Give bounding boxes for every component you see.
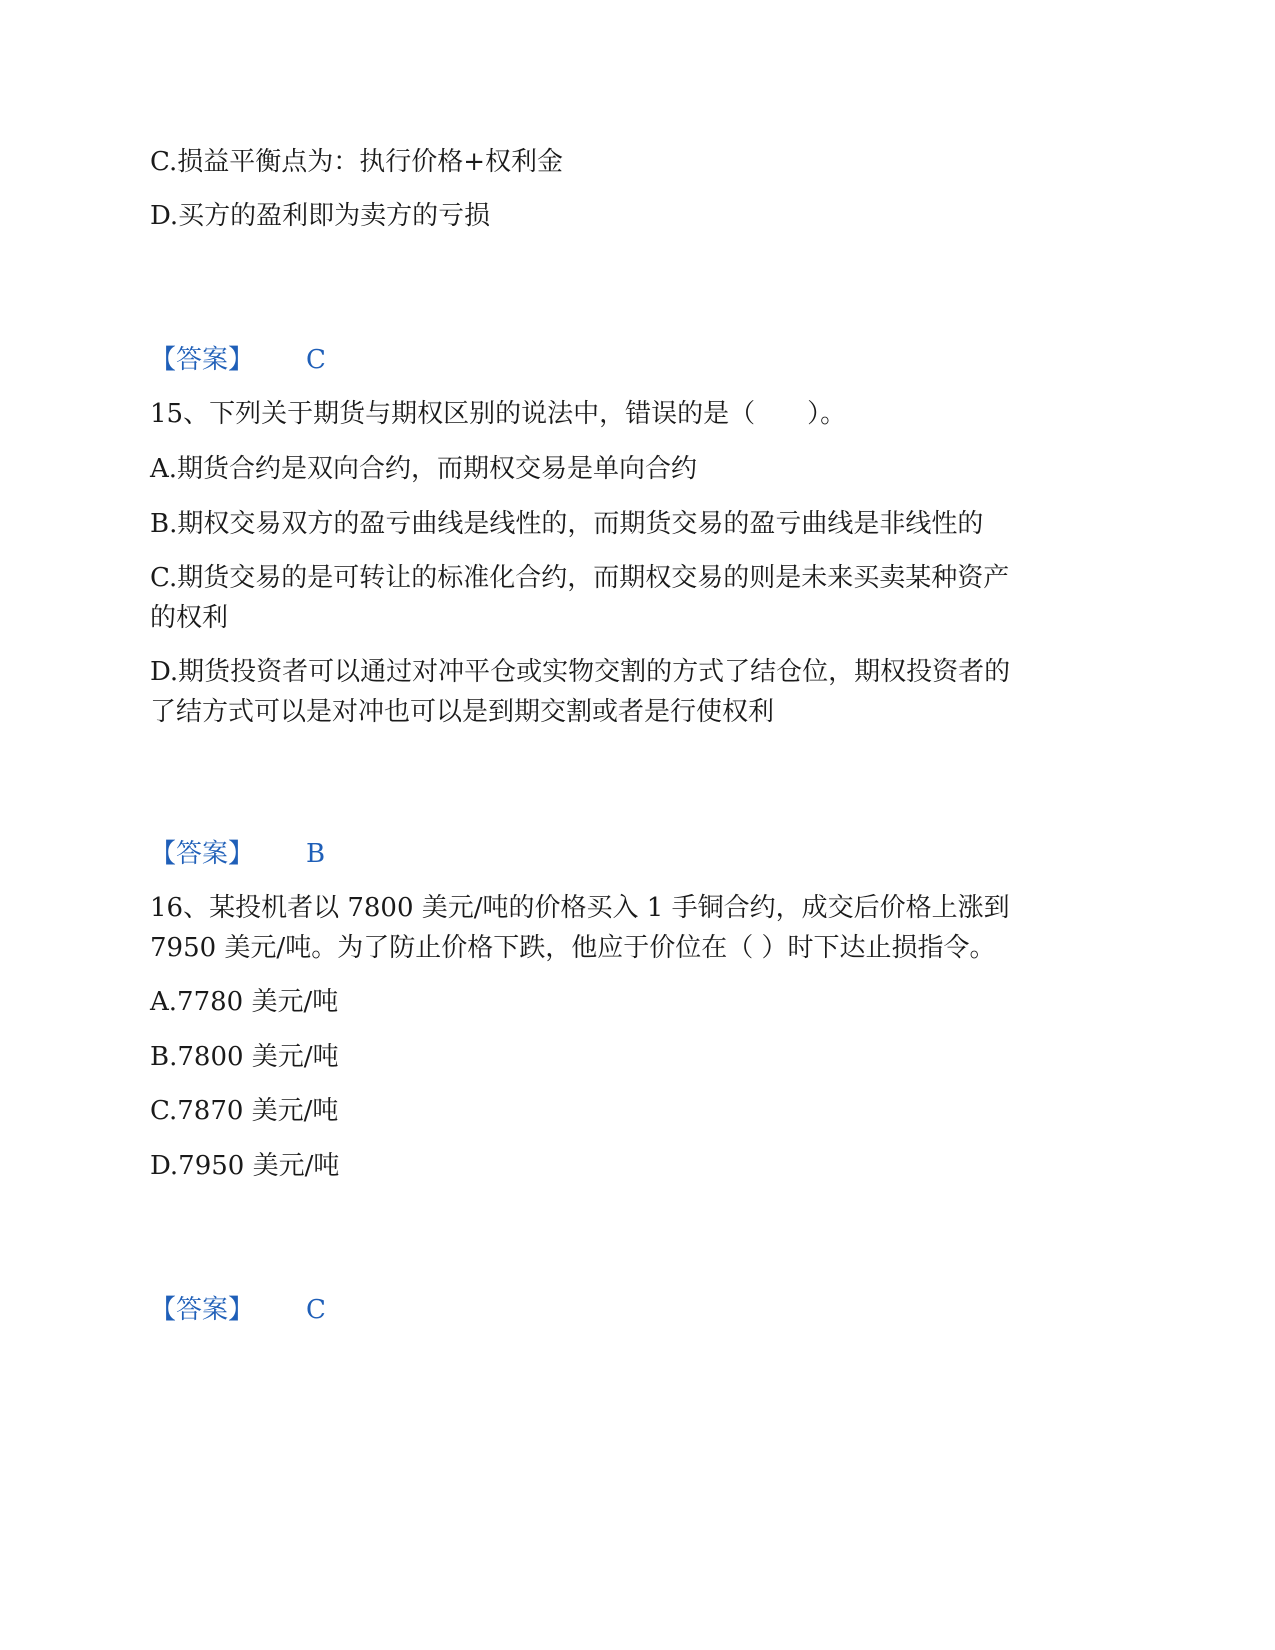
q16-answer [150, 1290, 326, 1330]
answer-label: 【答案】 [150, 1295, 255, 1325]
answer-label: 【答案】 [150, 345, 255, 375]
q16-option-a: A.7780 美元/吨 [150, 987, 339, 1017]
q15-option-d-line1: D.期货投资者可以通过对冲平仓或实物交割的方式了结仓位，期权投资者的 [150, 657, 1011, 687]
q15-option-b: B.期权交易双方的盈亏曲线是线性的，而期货交易的盈亏曲线是非线性的 [150, 509, 984, 539]
answer-value: C [306, 345, 326, 375]
q15-stem: 15、下列关于期货与期权区别的说法中，错误的是（ ）。 [150, 399, 847, 429]
q15-answer [150, 834, 325, 874]
q15-option-c-line2: 的权利 [150, 603, 229, 633]
q15-option-d-line2: 了结方式可以是对冲也可以是到期交割或者是行使权利 [150, 697, 775, 727]
q15-option-a: A.期货合约是双向合约，而期权交易是单向合约 [150, 454, 698, 484]
q16-stem-line2: 7950 美元/吨。为了防止价格下跌，他应于价位在（ ）时下达止损指令。 [150, 933, 996, 963]
q14-answer [150, 340, 326, 380]
answer-value: C [306, 1295, 326, 1325]
q14-option-c: C.损益平衡点为：执行价格+权利金 [150, 147, 564, 177]
answer-value: B [306, 839, 326, 869]
q16-option-d: D.7950 美元/吨 [150, 1151, 340, 1181]
q16-option-b: B.7800 美元/吨 [150, 1042, 339, 1072]
q14-option-d: D.买方的盈利即为卖方的亏损 [150, 201, 491, 231]
q16-option-c: C.7870 美元/吨 [150, 1096, 339, 1126]
q15-option-c-line1: C.期货交易的是可转让的标准化合约，而期权交易的则是未来买卖某种资产 [150, 563, 1010, 593]
answer-label: 【答案】 [150, 839, 255, 869]
q16-stem-line1: 16、某投机者以 7800 美元/吨的价格买入 1 手铜合约，成交后价格上涨到 [150, 893, 1010, 923]
